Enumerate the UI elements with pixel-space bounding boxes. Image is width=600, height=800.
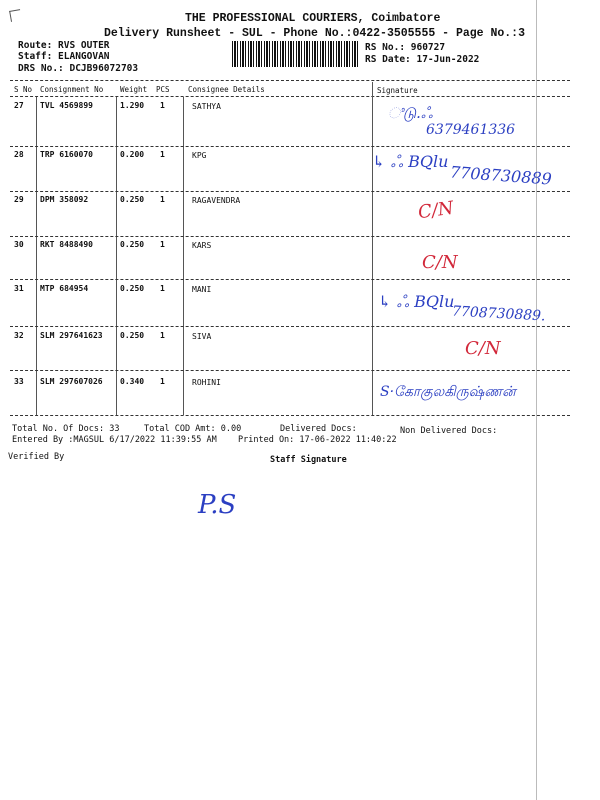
staff-label: Staff: ELANGOVAN bbox=[18, 51, 110, 62]
col-header-pcs: PCS bbox=[156, 85, 170, 94]
row-consignment: SLM 297641623 bbox=[40, 331, 103, 340]
total-docs: Total No. Of Docs: 33 bbox=[12, 424, 120, 434]
page-fold-line bbox=[536, 0, 537, 800]
non-delivered-docs: Non Delivered Docs: bbox=[400, 426, 498, 436]
staff-signature-label: Staff Signature bbox=[270, 455, 347, 465]
row-pcs: 1 bbox=[160, 101, 165, 110]
row-pcs: 1 bbox=[160, 195, 165, 204]
row-pcs: 1 bbox=[160, 377, 165, 386]
row-weight: 0.200 bbox=[120, 150, 145, 159]
row-divider bbox=[10, 279, 570, 280]
barcode-image bbox=[232, 41, 360, 67]
row-sno: 29 bbox=[14, 195, 24, 204]
row-pcs: 1 bbox=[160, 284, 165, 293]
verifier-handwritten-signature: P.S bbox=[198, 490, 237, 520]
row-consignee: KARS bbox=[192, 241, 212, 250]
row-weight: 0.250 bbox=[120, 240, 145, 249]
col-divider bbox=[116, 97, 117, 415]
header-bottom-rule bbox=[10, 96, 570, 97]
row-weight: 0.250 bbox=[120, 331, 145, 340]
row-weight: 1.290 bbox=[120, 101, 145, 110]
row-sno: 27 bbox=[14, 101, 24, 110]
route-label: Route: RVS OUTER bbox=[18, 40, 110, 51]
table-bottom-rule bbox=[10, 415, 570, 416]
row-pcs: 1 bbox=[160, 240, 165, 249]
row-consignee: SATHYA bbox=[192, 102, 221, 111]
handwritten-cn-note: C/N bbox=[416, 197, 455, 224]
col-header-weight: Weight bbox=[120, 85, 148, 94]
row-consignment: SLM 297607026 bbox=[40, 377, 103, 386]
row-weight: 0.250 bbox=[120, 284, 145, 293]
handwritten-signature-scribble: ↳ ஃ BQlu bbox=[372, 152, 449, 171]
runsheet-subtitle: Delivery Runsheet - SUL - Phone No.:0422-3505555 - Page No.:3 bbox=[104, 27, 525, 40]
drs-label: DRS No.: DCJB96072703 bbox=[18, 63, 139, 74]
row-sno: 31 bbox=[14, 284, 24, 293]
row-consignment: DPM 358092 bbox=[40, 195, 89, 204]
verified-by-label: Verified By bbox=[8, 452, 65, 462]
row-weight: 0.250 bbox=[120, 195, 145, 204]
row-divider bbox=[10, 236, 570, 237]
table-top-rule bbox=[10, 80, 570, 81]
col-header-signature: Signature bbox=[377, 86, 418, 95]
printed-on: Printed On: 17-06-2022 11:40:22 bbox=[238, 435, 397, 445]
scan-corner-mark bbox=[9, 9, 22, 22]
handwritten-phone: 6379461336 bbox=[426, 122, 516, 138]
handwritten-phone: 7708730889. bbox=[451, 303, 546, 325]
handwritten-cn-note: C/N bbox=[465, 338, 501, 359]
delivered-docs: Delivered Docs: bbox=[280, 424, 357, 434]
row-divider bbox=[10, 326, 570, 327]
col-header-sno: S No bbox=[14, 85, 33, 94]
row-weight: 0.340 bbox=[120, 377, 145, 386]
handwritten-cn-note: C/N bbox=[422, 252, 458, 273]
row-sno: 30 bbox=[14, 240, 24, 249]
row-pcs: 1 bbox=[160, 150, 165, 159]
row-pcs: 1 bbox=[160, 331, 165, 340]
handwritten-signature-scribble: ಿடு.ஃ bbox=[388, 104, 433, 122]
row-sno: 33 bbox=[14, 377, 24, 386]
rs-date: RS Date: 17-Jun-2022 bbox=[365, 54, 480, 65]
row-consignee: KPG bbox=[192, 151, 207, 160]
row-consignment: RKT 8488490 bbox=[40, 240, 93, 249]
row-divider bbox=[10, 370, 570, 371]
col-divider bbox=[36, 97, 37, 415]
row-sno: 28 bbox=[14, 150, 24, 159]
col-divider bbox=[372, 82, 373, 415]
row-consignee: SIVA bbox=[192, 332, 212, 341]
row-divider bbox=[10, 191, 570, 192]
rs-number: RS No.: 960727 bbox=[365, 42, 446, 53]
row-consignee: ROHINI bbox=[192, 378, 221, 387]
col-header-consignee: Consignee Details bbox=[188, 85, 265, 94]
handwritten-tamil-signature: S·கோகுலகிருஷ்ணன் bbox=[380, 384, 516, 400]
handwritten-signature-scribble: ↳ ஃ BQlu bbox=[378, 292, 455, 311]
company-title: THE PROFESSIONAL COURIERS, Coimbatore bbox=[185, 12, 441, 25]
row-consignment: MTP 684954 bbox=[40, 284, 89, 293]
row-sno: 32 bbox=[14, 331, 24, 340]
row-consignee: RAGAVENDRA bbox=[192, 196, 241, 205]
row-consignee: MANI bbox=[192, 285, 212, 294]
col-header-consignment: Consignment No bbox=[40, 85, 104, 94]
row-consignment: TVL 4569899 bbox=[40, 101, 93, 110]
col-divider bbox=[183, 97, 184, 415]
row-divider bbox=[10, 146, 570, 147]
entered-by: Entered By :MAGSUL 6/17/2022 11:39:55 AM bbox=[12, 435, 217, 445]
row-consignment: TRP 6160070 bbox=[40, 150, 93, 159]
handwritten-phone: 7708730889 bbox=[449, 162, 553, 189]
total-cod: Total COD Amt: 0.00 bbox=[144, 424, 242, 434]
